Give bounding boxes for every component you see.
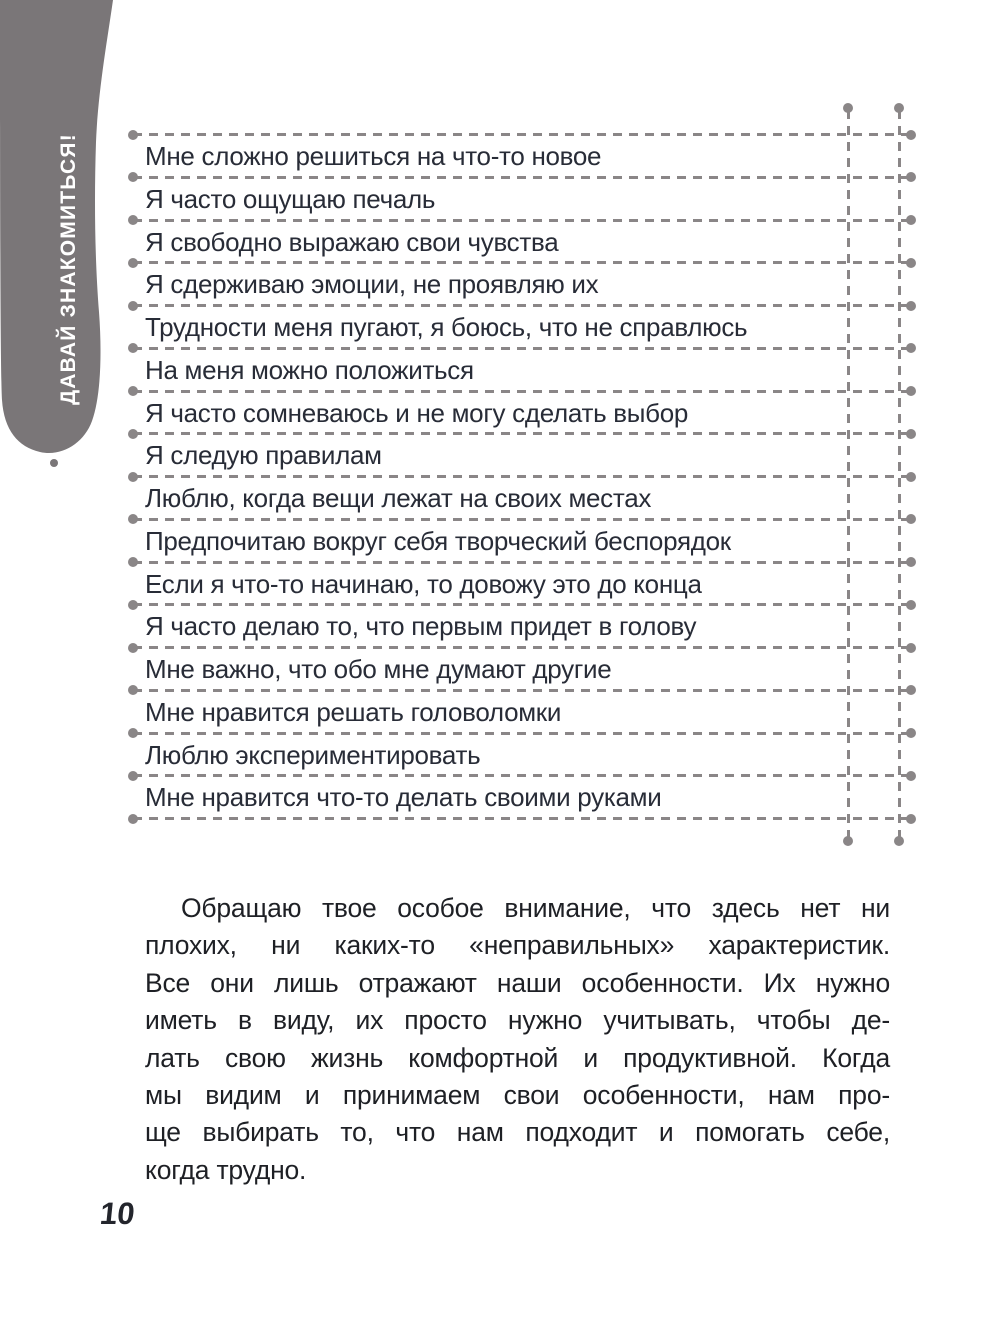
- answer-cell[interactable]: [851, 650, 897, 687]
- answer-cell[interactable]: [851, 607, 897, 644]
- checklist-statement: Мне нравится что-то делать своими руками: [145, 782, 662, 813]
- checklist-statement: Люблю экспериментировать: [145, 739, 481, 770]
- chapter-tab: [0, 0, 125, 480]
- checklist-row: [133, 732, 911, 775]
- line-start-dot: [128, 172, 138, 182]
- checklist-statement: Я часто сомневаюсь и не могу сделать выбор: [145, 397, 689, 428]
- line-end-dot: [906, 514, 916, 524]
- answer-cell[interactable]: [851, 778, 897, 815]
- checklist-row: [133, 774, 911, 817]
- paragraph-line: когда трудно.: [145, 1154, 307, 1185]
- checklist-bottom-line: [133, 817, 911, 860]
- line-start-dot: [128, 472, 138, 482]
- answer-cell[interactable]: [851, 394, 897, 431]
- dashed-line: [133, 176, 911, 179]
- checklist-row: [133, 176, 911, 219]
- checklist-row: [133, 603, 911, 646]
- checklist-row: [133, 133, 911, 176]
- line-end-dot: [906, 172, 916, 182]
- line-end-dot: [906, 215, 916, 225]
- note-paragraph: [145, 890, 890, 1189]
- checklist-statement: Я часто делаю то, что первым придет в голову: [145, 611, 697, 642]
- checklist-row: [133, 689, 911, 732]
- self-assessment-checklist: [133, 108, 916, 848]
- checklist-statement: Трудности меня пугают, я боюсь, что не справлюсь: [145, 312, 748, 342]
- column-top-dot: [843, 103, 853, 113]
- line-end-dot: [906, 258, 916, 268]
- answer-cell[interactable]: [851, 736, 897, 773]
- checklist-row: [133, 219, 911, 262]
- line-start-dot: [128, 643, 138, 653]
- checklist-row: [133, 432, 911, 475]
- dashed-line: [133, 518, 911, 521]
- line-end-dot: [906, 557, 916, 567]
- dashed-line: [133, 603, 911, 606]
- checklist-statement: Я часто ощущаю печаль: [145, 183, 436, 214]
- line-start-dot: [128, 258, 138, 268]
- answer-cell[interactable]: [851, 265, 897, 302]
- line-start-dot: [128, 130, 138, 140]
- dashed-line: [133, 261, 911, 264]
- checklist-row: [133, 304, 911, 347]
- line-end-dot: [906, 130, 916, 140]
- answer-cell[interactable]: [851, 180, 897, 217]
- checklist-statement: Я сдерживаю эмоции, не проявляю их: [145, 269, 599, 300]
- checklist-statement: Если я что-то начинаю, то довожу это до конца: [145, 568, 702, 599]
- line-end-dot: [906, 643, 916, 653]
- paragraph-line: иметь в виду, их просто нужно учитывать, чтобы де-: [145, 1005, 890, 1036]
- paragraph-line: Обращаю твое особое внимание, что здесь нет ни: [181, 893, 890, 923]
- answer-cell[interactable]: [851, 223, 897, 260]
- paragraph-line: мы видим и принимаем свои особенности, нам про-: [145, 1080, 890, 1111]
- line-start-dot: [128, 343, 138, 353]
- checklist-statement: Мне сложно решиться на что-то новое: [145, 141, 602, 171]
- paragraph-line: ще выбирать то, что нам подходит и помогать себе,: [145, 1117, 890, 1148]
- chapter-tab-label: ДАВАЙ ЗНАКОМИТЬСЯ!: [57, 133, 80, 405]
- dashed-line: [133, 347, 911, 350]
- checklist-statement: Я следую правилам: [145, 440, 382, 471]
- answer-cell[interactable]: [851, 137, 897, 174]
- line-end-dot: [906, 386, 916, 396]
- checklist-row: [133, 390, 911, 433]
- dashed-line: [133, 475, 911, 478]
- paragraph-line: лать свою жизнь комфортной и продуктивной. Когда: [145, 1042, 890, 1073]
- line-start-dot: [128, 514, 138, 524]
- line-end-dot: [906, 728, 916, 738]
- line-start-dot: [128, 215, 138, 225]
- dashed-line: [133, 219, 911, 222]
- column-top-dot: [894, 103, 904, 113]
- checklist-statement: Мне важно, что обо мне думают другие: [145, 654, 612, 684]
- line-start-dot: [128, 557, 138, 567]
- answer-cell[interactable]: [851, 351, 897, 388]
- page-number: 10: [98, 1196, 137, 1231]
- line-end-dot: [906, 429, 916, 439]
- line-start-dot: [128, 728, 138, 738]
- checklist-statement: На меня можно положиться: [145, 354, 474, 385]
- answer-cell[interactable]: [851, 522, 897, 559]
- checklist-row: [133, 561, 911, 604]
- line-start-dot: [128, 386, 138, 396]
- dashed-line: [133, 689, 911, 692]
- line-start-dot: [128, 685, 138, 695]
- dashed-line: [133, 817, 911, 820]
- paragraph-line: Все они лишь отражают наши особенности. Их нужно: [145, 967, 890, 998]
- line-start-dot: [128, 600, 138, 610]
- line-end-dot: [906, 343, 916, 353]
- answer-cell[interactable]: [851, 436, 897, 473]
- checklist-statement: Предпочитаю вокруг себя творческий беспорядок: [145, 525, 731, 556]
- line-start-dot: [128, 301, 138, 311]
- dashed-line: [133, 732, 911, 735]
- line-end-dot: [906, 301, 916, 311]
- checklist-statement: Я свободно выражаю свои чувства: [145, 226, 559, 257]
- checklist-statement: Люблю, когда вещи лежат на своих местах: [145, 483, 652, 513]
- answer-cell[interactable]: [851, 693, 897, 730]
- checklist-row: [133, 646, 911, 689]
- checklist-row: [133, 518, 911, 561]
- line-end-dot: [906, 600, 916, 610]
- line-start-dot: [128, 771, 138, 781]
- ink-dot: [50, 459, 58, 467]
- checklist-row: [133, 347, 911, 390]
- dashed-line: [133, 304, 911, 307]
- answer-cell[interactable]: [851, 565, 897, 602]
- dashed-line: [133, 432, 911, 435]
- line-end-dot: [906, 771, 916, 781]
- dashed-line: [133, 390, 911, 393]
- line-end-dot: [906, 685, 916, 695]
- line-start-dot: [128, 429, 138, 439]
- line-end-dot: [906, 472, 916, 482]
- dashed-line: [133, 133, 911, 136]
- checklist-row: [133, 261, 911, 304]
- paragraph-line: плохих, ни каких-то «неправильных» характеристик.: [145, 930, 890, 961]
- answer-cell[interactable]: [851, 479, 897, 516]
- checklist-row: [133, 475, 911, 518]
- answer-cell[interactable]: [851, 308, 897, 345]
- checklist-statement: Мне нравится решать головоломки: [145, 696, 562, 727]
- dashed-line: [133, 646, 911, 649]
- dashed-line: [133, 774, 911, 777]
- dashed-line: [133, 561, 911, 564]
